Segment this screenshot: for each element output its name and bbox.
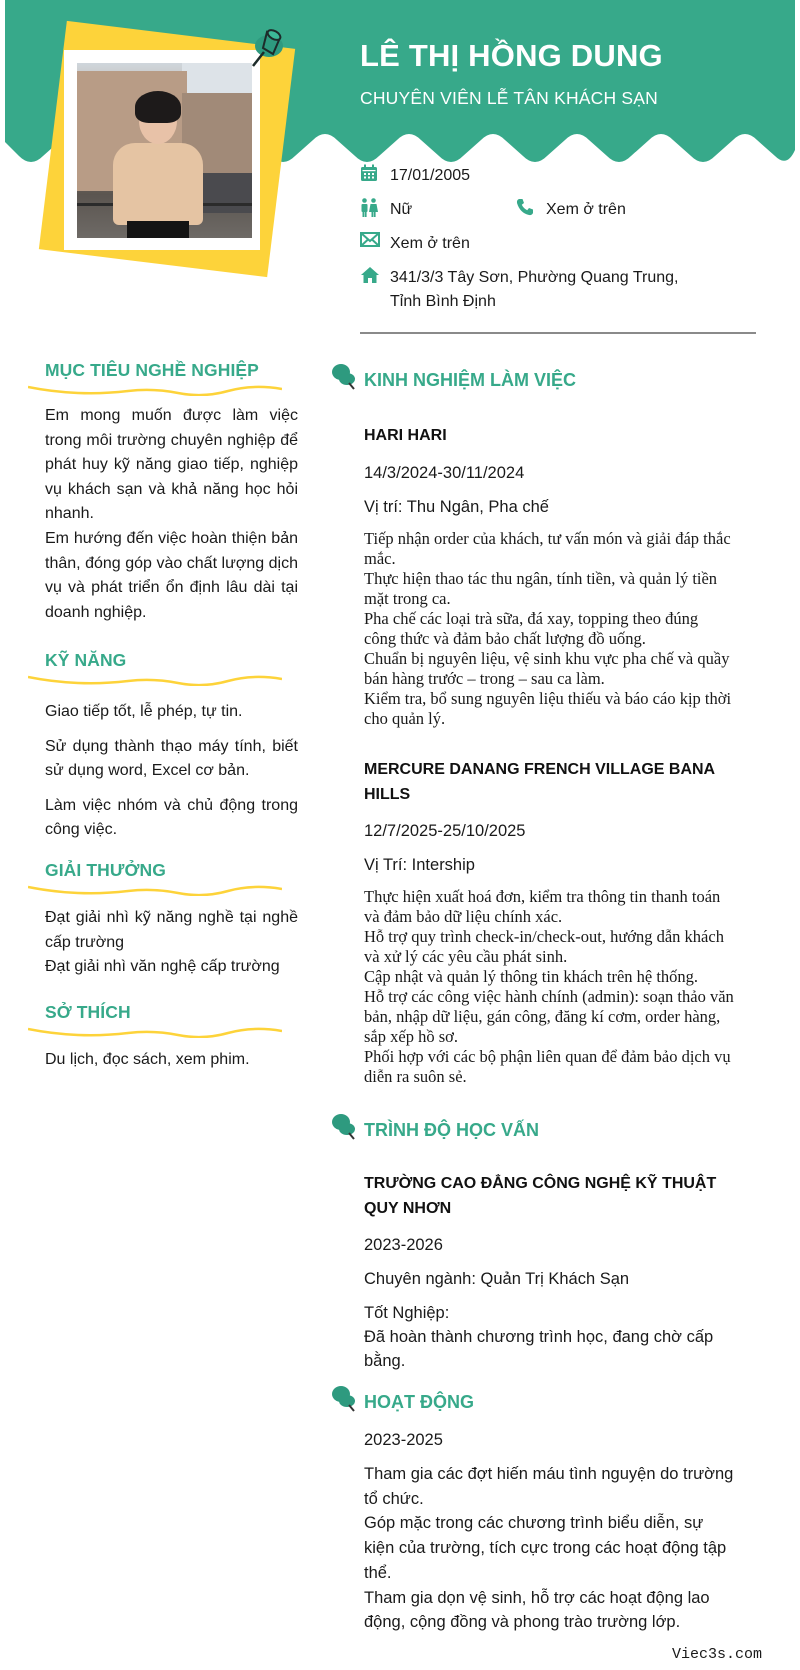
award-item: Đạt giải nhì kỹ năng nghề tại nghề cấp trường [45, 909, 298, 951]
contact-gender [360, 198, 412, 222]
job-entry [364, 758, 734, 1087]
award-item: Đạt giải nhì văn nghệ cấp trường [45, 958, 280, 976]
email-value[interactable]: Xem ở trên [390, 235, 470, 252]
education-entry [364, 1172, 734, 1373]
job-detail-line: Thực hiện xuất hoá đơn, kiểm tra thông tin thanh toán và đảm bảo dữ liệu chính xác. [364, 887, 721, 926]
job-details [364, 529, 734, 729]
section-title-experience: KINH NGHIỆM LÀM VIỆC [364, 370, 577, 390]
envelope-icon [360, 232, 380, 252]
yellow-wave-divider [28, 1026, 282, 1038]
hobbies-text: Du lịch, đọc sách, xem phim. [45, 1051, 250, 1068]
activities-period: 2023-2025 [364, 1431, 443, 1449]
profile-photo [77, 63, 252, 238]
skill-item: Giao tiếp tốt, lễ phép, tự tin. [45, 703, 243, 720]
gender-value: Nữ [390, 201, 413, 218]
candidate-name: LÊ THỊ HỒNG DUNG [360, 38, 663, 73]
pushpin-icon [330, 1384, 356, 1412]
birthday-value: 17/01/2005 [390, 167, 471, 184]
job-detail-line: Phối hợp với các bộ phận liên quan để đảm bảo dịch vụ diễn ra suôn sẻ. [364, 1047, 731, 1086]
graduation-note: Đã hoàn thành chương trình học, đang chờ cấp bằng. [364, 1328, 714, 1370]
contact-phone [516, 198, 626, 222]
skill-item: Làm việc nhóm và chủ động trong công việc. [45, 796, 298, 839]
home-icon [360, 266, 380, 286]
activity-item: Tham gia các đợt hiến máu tình nguyện do trường tổ chức. [364, 1465, 734, 1508]
calendar-icon [360, 164, 380, 184]
job-entry [364, 424, 734, 729]
section-title-activities: HOẠT ĐỘNG [364, 1392, 474, 1412]
address-line-2: Tỉnh Bình Định [390, 293, 496, 310]
job-period: 14/3/2024-30/11/2024 [364, 463, 525, 482]
pushpin-icon [330, 362, 356, 390]
job-detail-line: Hỗ trợ các công việc hành chính (admin): soạn thảo văn bản, nhập dữ liệu, gán công, đăng kí cơm, order hàng, sắp xếp hồ sơ. [364, 987, 734, 1046]
objective-text [45, 404, 298, 625]
job-detail-line: Thực hiện thao tác thu ngân, tính tiền, và quản lý tiền mặt trong ca. [364, 568, 718, 608]
section-title-hobbies: SỞ THÍCH [45, 1002, 131, 1022]
yellow-wave-divider [28, 674, 282, 686]
activity-item: Góp mặc trong các chương trình biểu diễn, sự kiện của trường, tích cực trong các hoạt động tập thể. [364, 1514, 727, 1582]
section-title-skills: KỸ NĂNG [45, 650, 127, 670]
address-line-1: 341/3/3 Tây Sơn, Phường Quang Trung, [390, 269, 679, 286]
awards-list [45, 906, 298, 980]
job-position: Vị Trí: Intership [364, 856, 475, 874]
objective-paragraph: Em hướng đến việc hoàn thiện bản thân, đóng góp vào chất lượng dịch vụ và phát triển ổn định lâu dài tại doanh nghiệp. [45, 529, 298, 621]
job-org: MERCURE DANANG FRENCH VILLAGE BANA HILLS [364, 761, 715, 803]
phone-value[interactable]: Xem ở trên [546, 201, 626, 218]
activity-item: Tham gia dọn vệ sinh, hỗ trợ các hoạt động lao động, cộng đồng và phong trào trường lớp. [364, 1588, 710, 1632]
job-org: HARI HARI [364, 427, 447, 444]
job-details [364, 887, 734, 1087]
activities-list [364, 1462, 734, 1635]
skill-item: Sử dụng thành thạo máy tính, biết sử dụng word, Excel cơ bản. [45, 737, 298, 780]
contact-email [360, 232, 470, 256]
gender-icon [360, 198, 380, 218]
job-detail-line: Chuẩn bị nguyên liệu, vệ sinh khu vực pha chế và quầy bán hàng trước – trong – sau ca làm. [364, 648, 730, 688]
header-divider [360, 332, 756, 334]
section-title-objective: MỤC TIÊU NGHỀ NGHIỆP [45, 360, 259, 380]
school-name: TRƯỜNG CAO ĐẲNG CÔNG NGHỆ KỸ THUẬT QUY NHƠN [364, 1175, 717, 1217]
job-detail-line: Hỗ trợ quy trình check-in/check-out, hướng dẫn khách và xử lý các yêu cầu phát sinh. [364, 927, 724, 966]
education-major: Chuyên ngành: Quản Trị Khách Sạn [364, 1270, 630, 1288]
yellow-wave-divider [28, 384, 282, 396]
section-title-awards: GIẢI THƯỞNG [45, 860, 166, 880]
pushpin-icon [247, 24, 293, 72]
phone-icon [516, 198, 536, 218]
activities-entry [364, 1428, 734, 1635]
job-position: Vị trí: Thu Ngân, Pha chế [364, 497, 549, 516]
graduation-label: Tốt Nghiệp: [364, 1304, 450, 1322]
job-detail-line: Tiếp nhận order của khách, tư vấn món và giải đáp thắc mắc. [364, 528, 731, 568]
section-title-education: TRÌNH ĐỘ HỌC VẤN [364, 1120, 539, 1140]
watermark: Viec3s.com [672, 1646, 763, 1663]
pushpin-icon [330, 1112, 356, 1140]
job-title: CHUYÊN VIÊN LỄ TÂN KHÁCH SẠN [360, 88, 658, 108]
job-detail-line: Cập nhật và quản lý thông tin khách trên hệ thống. [364, 967, 699, 986]
job-detail-line: Kiểm tra, bổ sung nguyên liệu thiếu và báo cáo kịp thời cho quản lý. [364, 688, 732, 728]
education-period: 2023-2026 [364, 1236, 443, 1254]
job-detail-line: Pha chế các loại trà sữa, đá xay, topping theo đúng công thức và đảm bảo chất lượng đồ uống. [364, 608, 699, 648]
yellow-wave-divider [28, 884, 282, 896]
skills-list [45, 700, 298, 853]
contact-address [360, 266, 678, 314]
objective-paragraph: Em mong muốn được làm việc trong môi trường chuyên nghiệp để phát huy kỹ năng giao tiếp, nghiệp vụ khách sạn và khả năng học hỏi nhanh. [45, 407, 298, 523]
job-period: 12/7/2025-25/10/2025 [364, 822, 526, 840]
contact-birthday [360, 164, 470, 188]
address-value [390, 266, 678, 314]
